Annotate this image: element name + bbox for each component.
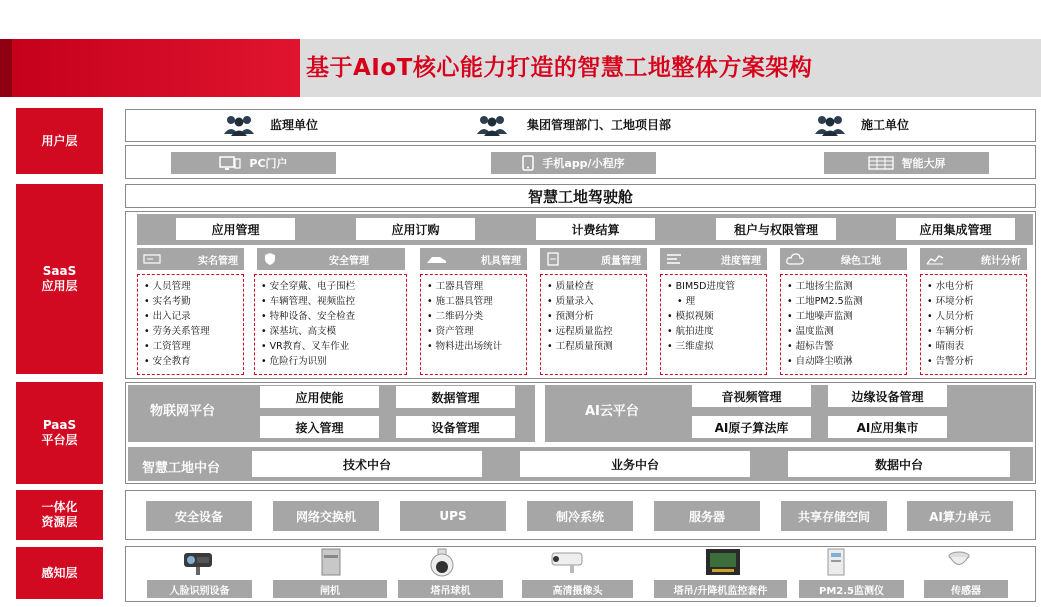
list-item[interactable]: • 质量检查 [547,279,640,294]
module-progress-header[interactable] [660,248,767,270]
list-item[interactable]: • 预测分析 [547,309,640,324]
module-name: 实名管理 [198,255,238,267]
portal-label: 智能大屏 [901,157,946,170]
iot-platform-label: 物联网平台 [150,404,216,419]
layer-label-user-text: 用户层 [41,133,78,148]
resource-network-switch[interactable]: 网络交换机 [273,501,379,531]
list-item[interactable]: • 理 [667,294,760,309]
monitor-kit-icon [704,547,742,577]
screen-icon [868,156,894,170]
list-item[interactable]: • BIM5D进度管 [667,279,760,294]
turnstile-icon [318,547,344,577]
module-name: 质量管理 [601,255,641,267]
device-tower-dome-camera[interactable]: 塔吊球机 [398,580,503,598]
list-item[interactable]: • 深基坑、高支模 [261,324,400,339]
resource-ups[interactable]: UPS [400,501,506,531]
iot-access-management[interactable]: 接入管理 [260,416,379,438]
middle-platform-label: 智慧工地中台 [142,461,221,476]
list-item[interactable]: • 工地PM2.5监测 [787,294,900,309]
list-item[interactable]: • 远程质量监控 [547,324,640,339]
list-item[interactable]: • 人员分析 [927,309,1020,324]
module-name: 绿色工地 [841,255,881,267]
module-name: 安全管理 [329,255,369,267]
people-icon [475,114,509,134]
mgmt-billing[interactable]: 计费结算 [536,218,655,240]
list-item[interactable]: • 安全教育 [144,354,237,369]
list-item[interactable]: • 工地扬尘监测 [787,279,900,294]
list-item[interactable]: • 质量录入 [547,294,640,309]
list-item[interactable]: • 温度监测 [787,324,900,339]
module-equipment-header[interactable] [420,248,527,270]
device-hd-camera[interactable]: 高清摄像头 [522,580,633,598]
ai-edge-device-management[interactable]: 边缘设备管理 [828,385,947,407]
module-quality-header[interactable] [540,248,647,270]
list-item[interactable]: • 施工器具管理 [427,294,520,309]
mgmt-app-integration[interactable]: 应用集成管理 [896,218,1015,240]
device-sensor[interactable]: 传感器 [924,580,1008,598]
module-realname-list [137,274,244,375]
business-middle-platform[interactable]: 业务中台 [520,451,750,477]
device-face-recognition[interactable]: 人脸识别设备 [147,580,252,598]
list-item[interactable]: • 特种设备、安全检查 [261,309,400,324]
iot-data-management[interactable]: 数据管理 [396,386,515,408]
layer-label-saas: SaaS 应用层 [16,184,103,374]
dome-camera-icon [428,548,456,578]
list-item[interactable]: • 工地噪声监测 [787,309,900,324]
list-item[interactable]: • 超标告警 [787,339,900,354]
pm25-monitor-icon [822,547,850,577]
mgmt-app-management[interactable]: 应用管理 [176,218,295,240]
list-item[interactable]: • 工器具管理 [427,279,520,294]
resource-cooling-system[interactable]: 制冷系统 [527,501,633,531]
crane-icon [426,253,448,265]
layer-label-paas: PaaS 平台层 [16,382,103,484]
list-item[interactable]: • 车辆分析 [927,324,1020,339]
module-safety-list [254,274,407,375]
shield-icon [263,252,277,266]
module-quality-list [540,274,647,375]
list-item[interactable]: • 水电分析 [927,279,1020,294]
people-icon [813,114,847,134]
list-item[interactable]: • 车辆管理、视频监控 [261,294,400,309]
list-item[interactable]: • 危险行为识别 [261,354,400,369]
list-item[interactable]: • 工资管理 [144,339,237,354]
header-red-edge [0,39,12,97]
cloud-icon [786,253,804,265]
module-realname-header[interactable] [137,248,244,270]
list-item[interactable]: • 晴雨表 [927,339,1020,354]
portal-pc[interactable] [171,152,336,174]
list-item[interactable]: • 实名考勤 [144,294,237,309]
list-item[interactable]: • 环境分析 [927,294,1020,309]
list-item[interactable]: • 安全穿戴、电子围栏 [261,279,400,294]
ai-av-management[interactable]: 音视频管理 [692,385,811,407]
iot-app-enablement[interactable]: 应用使能 [260,386,379,408]
chart-icon [926,253,944,265]
list-item[interactable]: • 模拟视频 [667,309,760,324]
sensor-icon [946,548,972,574]
module-equipment-list [420,274,527,375]
page-title: 基于AIoT核心能力打造的智慧工地整体方案架构 [306,55,813,81]
bullet-camera-icon [544,549,586,575]
id-card-icon [143,254,161,264]
quality-icon [546,252,560,266]
list-item[interactable]: • 工程质量预测 [547,339,640,354]
module-green-list [780,274,907,375]
list-item[interactable]: • 告警分析 [927,354,1020,369]
tech-middle-platform[interactable]: 技术中台 [252,451,482,477]
module-stats-list [920,274,1027,375]
user-unit-supervisor[interactable] [222,114,318,134]
user-unit-group[interactable] [475,114,671,134]
module-name: 机具管理 [481,255,521,267]
ai-atomic-algorithms[interactable]: AI原子算法库 [692,416,811,438]
device-crane-monitor-kit[interactable]: 塔吊/升降机监控套件 [654,580,787,598]
list-item[interactable]: • 人员管理 [144,279,237,294]
people-icon [222,114,256,134]
ai-platform-label: AI云平台 [585,404,639,419]
resource-security-equipment[interactable]: 安全设备 [146,501,252,531]
mgmt-app-subscription[interactable]: 应用订购 [356,218,475,240]
phone-icon [522,155,534,171]
layer-label-user [16,108,103,174]
list-item[interactable]: • 航拍进度 [667,324,760,339]
module-name: 统计分析 [981,255,1021,267]
list-item[interactable]: • 三维虚拟 [667,339,760,354]
progress-icon [666,253,682,265]
portal-label: PC门户 [249,157,288,170]
list-item[interactable]: • 劳务关系管理 [144,324,237,339]
user-unit-label: 监理单位 [270,117,319,132]
user-unit-contractor[interactable] [813,114,909,134]
data-middle-platform[interactable]: 数据中台 [788,451,1010,477]
face-terminal-icon [180,549,218,577]
list-item[interactable]: • 出入记录 [144,309,237,324]
device-turnstile[interactable]: 闸机 [273,580,387,598]
cockpit-bar[interactable] [125,184,1036,208]
layer-label-resource: 一体化 资源层 [16,490,103,540]
list-item[interactable]: • 物料进出场统计 [427,339,520,354]
header-red-accent [0,39,300,97]
portal-mobile[interactable] [491,152,656,174]
list-item[interactable]: • 资产管理 [427,324,520,339]
cockpit-title: 智慧工地驾驶舱 [527,187,633,206]
list-item[interactable]: • 二维码分类 [427,309,520,324]
portal-bigscreen[interactable] [824,152,989,174]
portal-label: 手机app/小程序 [542,157,625,170]
iot-device-management[interactable]: 设备管理 [396,416,515,438]
layer-label-perception: 感知层 [16,547,103,599]
list-item[interactable]: • 自动降尘喷淋 [787,354,900,369]
module-stats-header[interactable] [920,248,1027,270]
resource-shared-storage[interactable]: 共享存储空间 [781,501,887,531]
user-unit-label: 集团管理部门、工地项目部 [527,117,672,132]
module-green-header[interactable] [780,248,907,270]
list-item[interactable]: • VR教育、叉车作业 [261,339,400,354]
resource-server[interactable]: 服务器 [654,501,760,531]
mgmt-tenant-permissions[interactable]: 租户与权限管理 [716,218,836,240]
device-pm25-monitor[interactable]: PM2.5监测仪 [799,580,904,598]
monitor-icon [219,156,241,170]
resource-ai-compute[interactable]: AI算力单元 [907,501,1013,531]
user-unit-label: 施工单位 [861,117,910,132]
ai-app-marketplace[interactable]: AI应用集市 [828,416,947,438]
module-safety-header[interactable] [257,248,405,270]
module-progress-list [660,274,767,375]
module-name: 进度管理 [721,255,761,267]
